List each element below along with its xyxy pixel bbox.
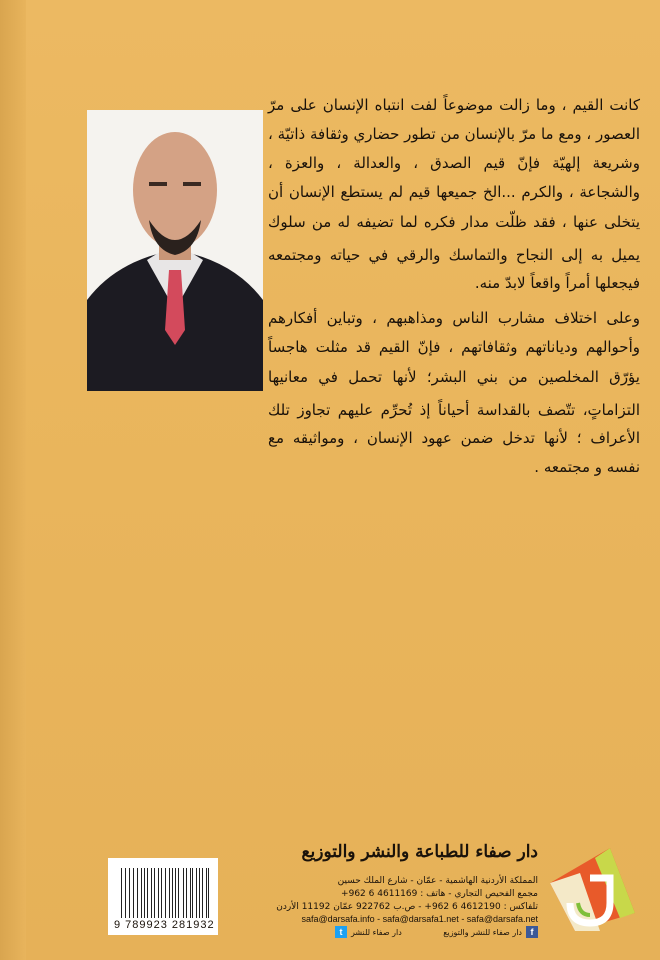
barcode-bars <box>120 868 210 918</box>
text-line: كانت القيم ، وما زالت موضوعاً لفت انتباه الإنسان على مرّ <box>268 96 640 114</box>
text-line: الأعراف ؛ لأنها تدخل ضمن عهود الإنسان ، ومواثيقه مع <box>268 429 640 447</box>
isbn-number: 9 789923 281932 <box>114 919 215 931</box>
publisher-fax: تلفاكس : 4612190 6 962+ - ص.ب 922762 عمّان 11192 الأردن <box>276 902 538 912</box>
publisher-phone: مجمع الفحيص التجاري - هاتف : 4611169 6 962+ <box>341 889 538 899</box>
text-line: يميل به إلى النجاح والتماسك والرقي في حياته ومجتمعه <box>268 246 640 264</box>
text-line: وعلى اختلاف مشارب الناس ومذاهبهم ، وتباين أفكارهم <box>268 309 640 327</box>
facebook-link[interactable] <box>443 926 538 938</box>
isbn-barcode <box>108 858 218 935</box>
text-line: فيجعلها أمراً واقعاً لابدّ منه. <box>474 274 640 292</box>
twitter-icon: t <box>335 926 347 938</box>
publisher-emails: safa@darsafa.info - safa@darsafa1.net - safa@darsafa.net <box>301 914 538 924</box>
facebook-label: دار صفاء للنشر والتوزيع <box>443 927 522 937</box>
text-line: يتخلى عنها ، فقد ظلّت مدار فكره لما تضيفه له من سلوك <box>268 213 640 231</box>
facebook-icon: f <box>526 926 538 938</box>
publisher-name: دار صفاء للطباعة والنشر والتوزيع <box>301 842 538 862</box>
text-line: وأحوالهم ودياناتهم وثقافاتهم ، فإنّ القيم قد مثلت هاجساً <box>268 338 640 356</box>
publisher-logo <box>540 843 640 933</box>
book-spine-edge <box>0 0 26 960</box>
twitter-link[interactable] <box>335 926 402 938</box>
text-line: يؤرّق المخلصين من بني البشر؛ لأنها تحمل في معانيها <box>268 368 640 386</box>
text-line: والشجاعة ، والكرم ...الخ جميعها قيم لم يستطع الإنسان أن <box>268 183 640 201</box>
text-line: التزاماتٍ، تتّصف بالقداسة أحياناً إذ تُحرِّم عليهم تجاوز تلك <box>268 401 640 419</box>
publisher-address: المملكة الأردنية الهاشمية - عمّان - شارع الملك حسين <box>337 876 538 886</box>
author-photo <box>87 110 263 391</box>
twitter-label: دار صفاء للنشر <box>351 927 402 937</box>
text-line: نفسه و مجتمعه . <box>534 458 640 476</box>
text-line: العصور ، ومع ما مرّ بالإنسان من تطور حضاري وثقافة ذاتيّة ، <box>268 125 640 143</box>
text-line: وشريعة إلهيّة فإنّ قيم الصدق ، والعدالة ، والعزة ، <box>268 154 640 172</box>
author-portrait-image <box>87 110 263 391</box>
